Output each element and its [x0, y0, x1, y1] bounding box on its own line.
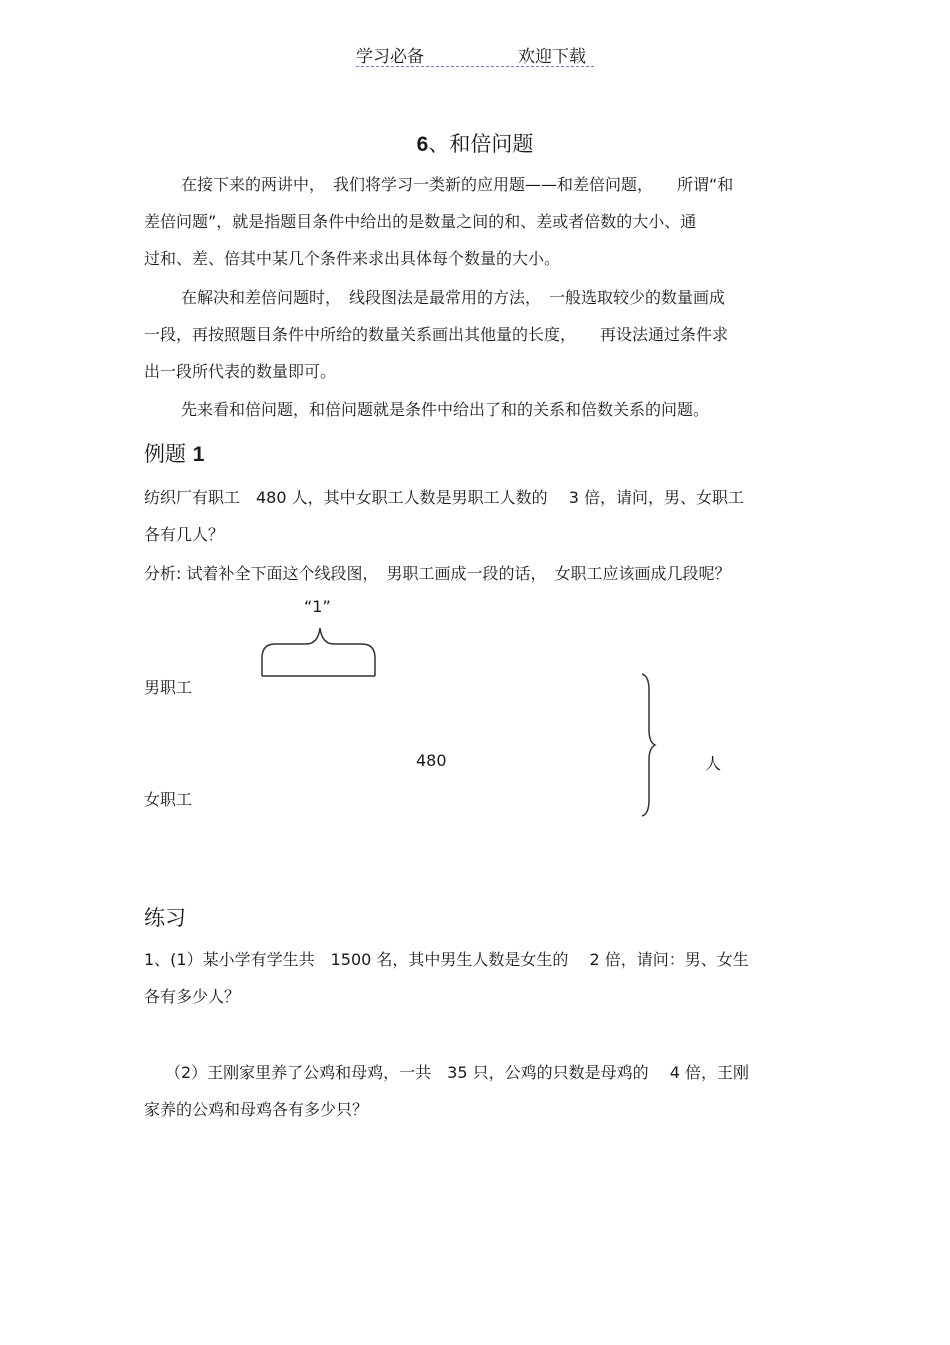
practice-q2-line2: 家养的公鸡和母鸡各有多少只？ — [144, 1100, 369, 1119]
example-number: 1 — [192, 443, 205, 466]
example-analysis: 分析: 试着补全下面这个线段图， 男职工画成一段的话， 女职工应该画成几段呢？ — [144, 564, 731, 583]
intro-p1-line2: 差倍问题”，就是指题目条件中给出的是数量之间的和、差或者倍数的大小、通 — [144, 212, 697, 231]
intro-p2-line3: 出一段所代表的数量即可。 — [144, 362, 337, 381]
intro-p1-line3: 过和、差、倍其中某几个条件来求出具体每个数量的大小。 — [144, 249, 561, 268]
header-right: 欢迎下载 — [518, 47, 586, 67]
intro-p2-line2: 一段，再按照题目条件中所给的数量关系画出其他量的长度， 再设法通过条件求 — [144, 325, 729, 344]
title-number: 6 — [416, 133, 429, 156]
practice-q2-line1: （2）王刚家里养了公鸡和母鸡，一共 35 只，公鸡的只数是母鸡的 4 倍，王刚 — [165, 1063, 749, 1082]
example-heading-text: 例题 — [144, 442, 186, 466]
title-text: 、和倍问题 — [428, 132, 534, 156]
total-value: 480 — [416, 751, 447, 770]
segment-label: “1” — [304, 597, 331, 616]
example-question-line1: 纺织厂有职工 480 人，其中女职工人数是男职工人数的 3 倍，请问，男、女职工 — [144, 488, 744, 507]
header-left: 学习必备 — [356, 47, 424, 67]
intro-p2-line1: 在解决和差倍问题时， 线段图法是最常用的方法， 一般选取较少的数量画成 — [181, 288, 726, 307]
intro-p1-line1: 在接下来的两讲中， 我们将学习一类新的应用题——和差倍问题， 所谓“和 — [181, 175, 734, 194]
female-label: 女职工 — [144, 790, 193, 809]
segment-brace — [262, 628, 375, 658]
example-question-line2: 各有几人？ — [144, 525, 225, 544]
practice-q1-line2: 各有多少人？ — [144, 987, 241, 1006]
male-label: 男职工 — [144, 678, 193, 697]
practice-q1-line1: 1、(1）某小学有学生共 1500 名，其中男生人数是女生的 2 倍，请问：男、女生 — [144, 950, 749, 969]
total-unit: 人 — [705, 754, 722, 773]
intro-p3: 先来看和倍问题，和倍问题就是条件中给出了和的关系和倍数关系的问题。 — [181, 400, 710, 419]
practice-heading: 练习 — [144, 906, 186, 930]
total-brace — [642, 674, 655, 816]
